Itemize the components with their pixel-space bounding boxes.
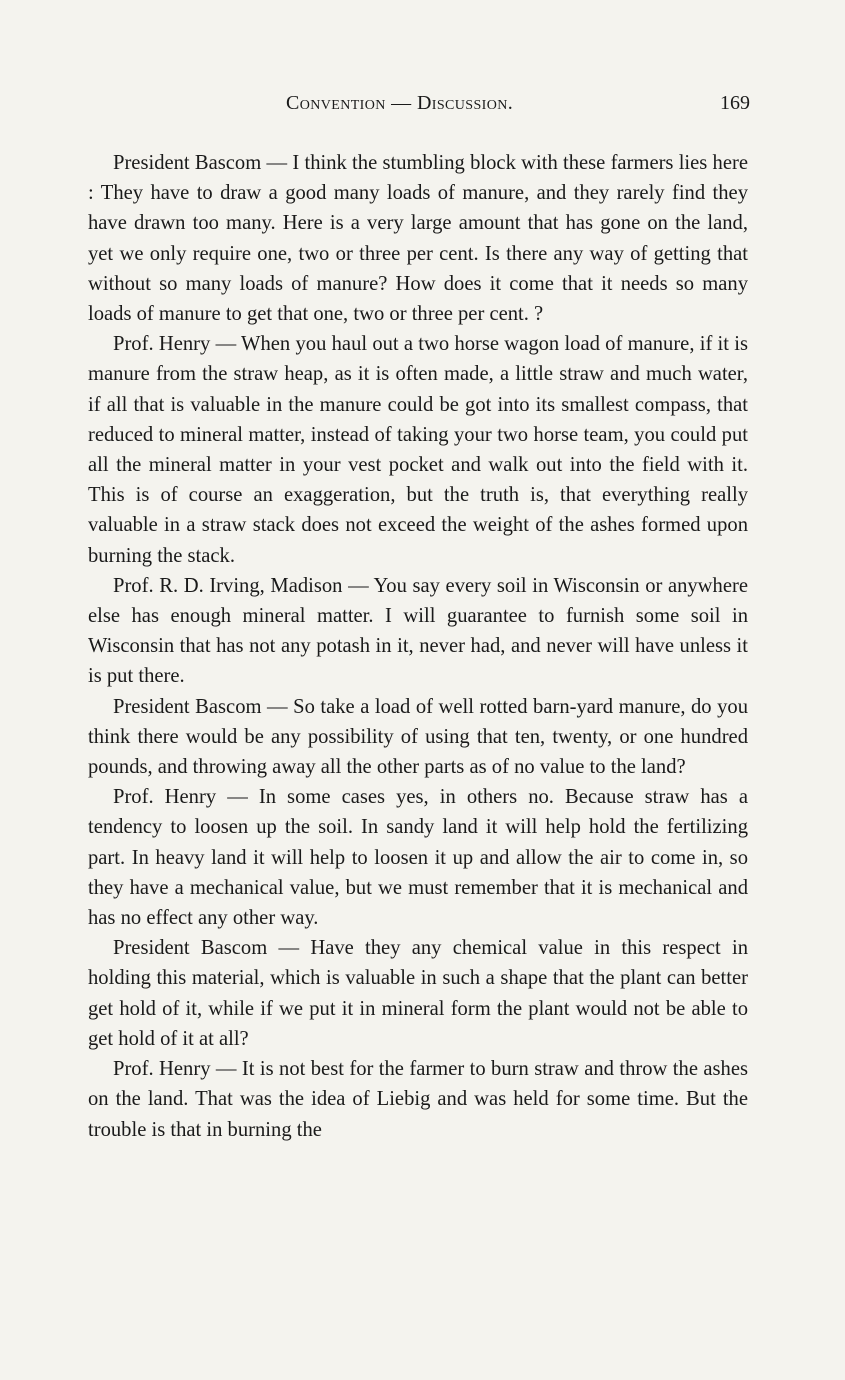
paragraph: President Bascom — I think the stumbling block with these farmers lies here : They have to draw a good many loads of manure, and they rarely find they have drawn too many. Here is a very large amount that has gone on the land, yet we only require one, two or three per cent. Is there any way of getting that without so many loads of manure? How does it come that it needs so many loads of manure to get that one, two or three per cent. ? [88,152,748,326]
paragraph: President Bascom — Have they any chemical value in this respect in holding this material, which is valuable in such a shape that the plant can better get hold of it, while if we put it in mineral form the plant would not be able to get hold of it at all? [88,937,748,1050]
paragraph: Prof. Henry — When you haul out a two horse wagon load of manure, if it is manure from the straw heap, as it is often made, a little straw and much water, if all that is valuable in the manure could be got into its smallest compass, that reduced to mineral matter, instead of taking your two horse team, you could put all the mineral matter in your vest pocket and walk out into the field with it. This is of course an exaggeration, but the truth is, that everything really valuable in a straw stack does not exceed the weight of the ashes formed upon burning the stack. [88,333,748,567]
paragraph: President Bascom — So take a load of well rotted barn-yard manure, do you think there would be any possibility of using that ten, twenty, or one hundred pounds, and throwing away all the other parts as of no value to the land? [88,695,748,779]
paragraph: Prof. R. D. Irving, Madison — You say every soil in Wisconsin or anywhere else has enough mineral matter. I will guarantee to furnish some soil in Wisconsin that has not any potash in it, never had, and never will have unless it is put there. [88,574,748,688]
body-text [88,148,748,1145]
running-title: Convention — Discussion. [286,92,514,114]
page-number: 169 [720,92,750,114]
paragraph: Prof. Henry — In some cases yes, in others no. Because straw has a tendency to loosen up the soil. In sandy land it will help hold the fertilizing part. In heavy land it will help to loosen it up and allow the air to come in, so they have a mechanical value, but we must remember that it is mechanical and has no effect any other way. [88,786,748,930]
paragraph: Prof. Henry — It is not best for the farmer to burn straw and throw the ashes on the land. That was the idea of Liebig and was held for some time. But the trouble is that in burning the [88,1058,748,1141]
page-header [88,92,750,122]
